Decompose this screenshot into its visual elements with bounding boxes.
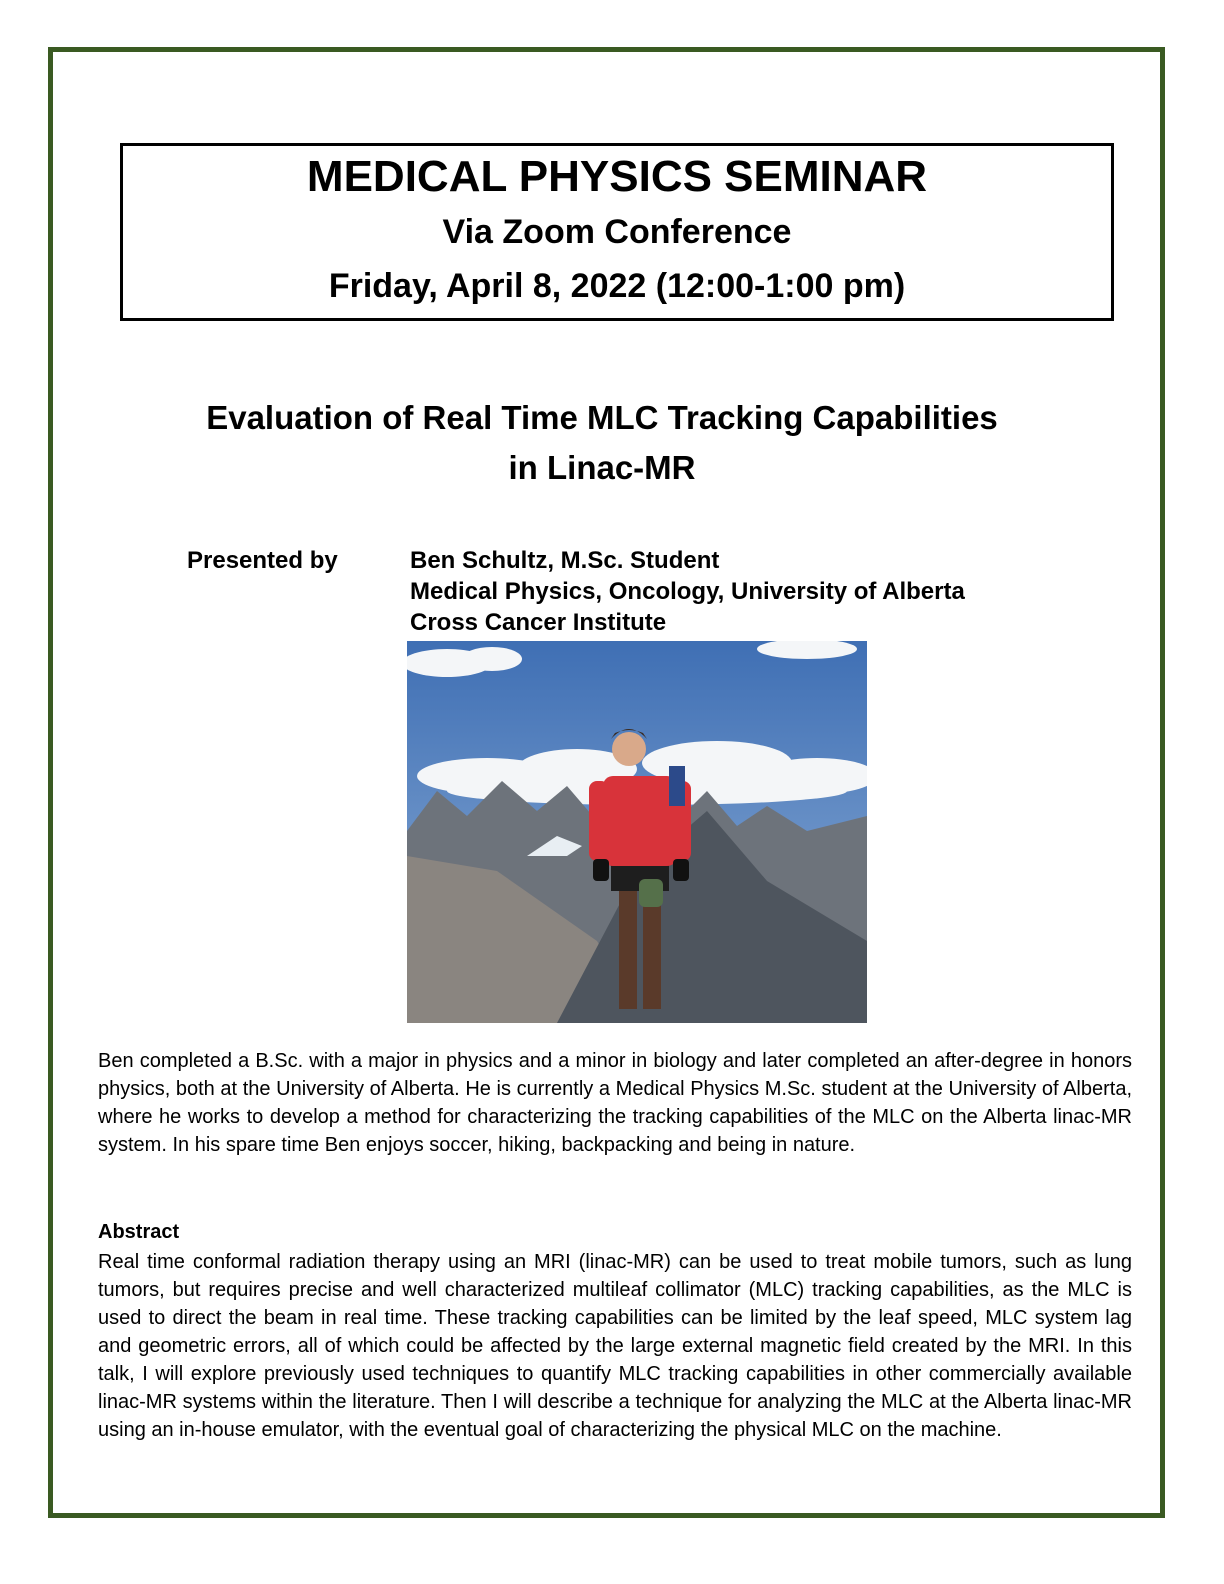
presenter-bio: Ben completed a B.Sc. with a major in physics and a minor in biology and later completed an after-degree in honors physics, both at the University of Alberta. He is currently a Medical Physics M.Sc. student at the University of Alberta, where he works to develop a method for characterizing the tracking capabilities of the MLC on the Alberta linac-MR system. In his spare time Ben enjoys soccer, hiking, backpacking and being in nature. — [98, 1050, 1132, 1156]
talk-title-line-2: in Linac-MR — [508, 449, 696, 486]
seminar-title: MEDICAL PHYSICS SEMINAR — [306, 152, 928, 201]
seminar-header — [120, 143, 1114, 321]
abstract-body: Real time conformal radiation therapy using an MRI (linac-MR) can be used to treat mobile tumors, such as lung tumors, but requires precise and well characterized multileaf collimator (MLC) tracking capabilities, as the MLC is used to direct the beam in real time. These tracking capabilities can be limited by the leaf speed, MLC system lag and geometric errors, all of which could be affected by the large external magnetic field created by the MRI. In this talk, I will explore previously used techniques to quantify MLC tracking capabilities in other commercially available linac-MR systems within the literature. Then I will describe a technique for analyzing the MLC at the Alberta linac-MR using an in-house emulator, with the eventual goal of characterizing the physical MLC on the machine. — [98, 1251, 1132, 1441]
seminar-date: Friday, April 8, 2022 (12:00-1:00 pm) — [328, 267, 906, 305]
seminar-venue: Via Zoom Conference — [442, 213, 792, 251]
talk-title-line-1: Evaluation of Real Time MLC Tracking Capabilities — [206, 399, 998, 436]
presenter-name: Ben Schultz, M.Sc. Student — [410, 547, 720, 574]
presenter-affiliation: Medical Physics, Oncology, University of Alberta — [410, 578, 965, 605]
presenter-institute: Cross Cancer Institute — [410, 609, 667, 636]
presenter-photo — [407, 641, 867, 1023]
presented-by-label: Presented by — [187, 547, 338, 574]
abstract-heading: Abstract — [98, 1221, 180, 1243]
talk-title — [100, 393, 1104, 493]
presenter-info — [410, 545, 965, 638]
